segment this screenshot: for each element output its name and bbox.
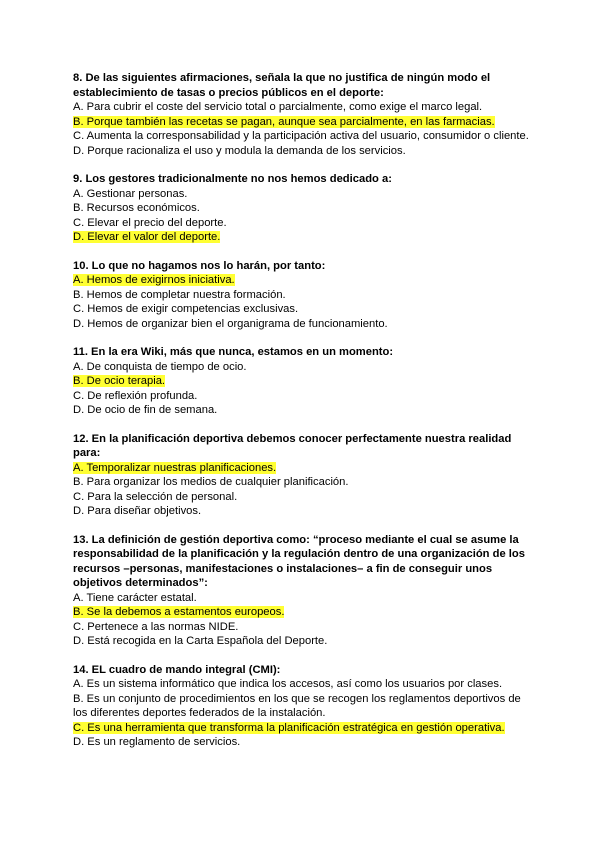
- answer-text: C. Pertenece a las normas NIDE.: [73, 620, 239, 633]
- question-block: [73, 432, 533, 519]
- highlighted-answer-text: B. De ocio terapia.: [73, 375, 166, 387]
- answer-text: D. Es un reglamento de servicios.: [73, 736, 241, 748]
- question-block: [73, 533, 533, 649]
- answer-text: D. De ocio de fin de semana.: [73, 404, 218, 416]
- answer-text: C. Hemos de exigir competencias exclusivas.: [73, 303, 299, 315]
- answer-text: A. Para cubrir el coste del servicio total o parcialmente, como exige el marco legal.: [73, 101, 483, 113]
- question-block: [73, 663, 533, 750]
- question-title: 11. En la era Wiki, más que nunca, estamos en un momento:: [73, 346, 394, 358]
- answer-option: [73, 100, 533, 115]
- answer-text: C. Elevar el precio del deporte.: [73, 216, 227, 229]
- answer-option: [73, 490, 533, 505]
- answer-option: [73, 504, 533, 519]
- question-block: [73, 345, 533, 418]
- answer-option: [73, 692, 533, 721]
- answer-option: [73, 677, 533, 692]
- answer-option: [73, 187, 533, 202]
- answer-text: B. Para organizar los medios de cualquier planificación.: [73, 476, 349, 488]
- answer-option: [73, 317, 533, 332]
- answer-option: [73, 620, 533, 635]
- highlighted-answer-text: C. Es una herramienta que transforma la planificación estratégica en gestión operativa.: [73, 721, 505, 734]
- answer-option: [73, 721, 533, 736]
- answer-option: [73, 273, 533, 288]
- answer-text: A. Gestionar personas.: [73, 187, 188, 200]
- question-title: 10. Lo que no hagamos nos lo harán, por tanto:: [73, 259, 326, 272]
- answer-text: C. Para la selección de personal.: [73, 490, 238, 503]
- question-block: [73, 172, 533, 245]
- answer-option: [73, 591, 533, 606]
- question-title: 8. De las siguientes afirmaciones, señala la que no justifica de ningún modo el establecimiento de tasas o precios públicos en el deporte:: [73, 72, 491, 99]
- highlighted-answer-text: A. Hemos de exigirnos iniciativa.: [73, 274, 235, 286]
- answer-text: A. De conquista de tiempo de ocio.: [73, 360, 247, 373]
- answer-option: [73, 634, 533, 649]
- answer-option: [73, 288, 533, 303]
- answer-option: [73, 129, 533, 144]
- answer-text: A. Tiene carácter estatal.: [73, 591, 197, 604]
- answer-option: [73, 605, 533, 620]
- question-title: 14. EL cuadro de mando integral (CMI):: [73, 663, 281, 676]
- answer-option: [73, 115, 533, 130]
- answer-text: B. Recursos económicos.: [73, 202, 200, 214]
- highlighted-answer-text: D. Elevar el valor del deporte.: [73, 231, 221, 243]
- answer-text: D. Está recogida en la Carta Española del Deporte.: [73, 635, 328, 647]
- answer-text: A. Es un sistema informático que indica los accesos, así como los usuarios por clases.: [73, 678, 503, 690]
- answer-option: [73, 144, 533, 159]
- answer-option: [73, 216, 533, 231]
- question-title: 13. La definición de gestión deportiva como: “proceso mediante el cual se asume la responsabilidad de la planificación y la regulación dentro de una organización de los recursos –personas, manifestaciones o instalaciones– a fin de conseguir unos objetivos determinados”:: [73, 533, 525, 589]
- question-block: [73, 259, 533, 332]
- highlighted-answer-text: B. Porque también las recetas se pagan, aunque sea parcialmente, en las farmacias.: [73, 115, 495, 128]
- answer-option: [73, 735, 533, 750]
- answer-option: [73, 230, 533, 245]
- answer-option: [73, 403, 533, 418]
- document-page: [73, 71, 533, 764]
- answer-option: [73, 360, 533, 375]
- answer-option: [73, 302, 533, 317]
- question-block: [73, 71, 533, 158]
- answer-option: [73, 475, 533, 490]
- question-title: 9. Los gestores tradicionalmente no nos hemos dedicado a:: [73, 173, 392, 185]
- answer-text: D. Porque racionaliza el uso y modula la demanda de los servicios.: [73, 144, 406, 157]
- answer-option: [73, 201, 533, 216]
- answer-text: B. Hemos de completar nuestra formación.: [73, 288, 286, 301]
- answer-text: D. Hemos de organizar bien el organigrama de funcionamiento.: [73, 317, 388, 330]
- answer-option: [73, 374, 533, 389]
- answer-option: [73, 389, 533, 404]
- answer-option: [73, 461, 533, 476]
- highlighted-answer-text: A. Temporalizar nuestras planificaciones.: [73, 461, 277, 474]
- answer-text: C. Aumenta la corresponsabilidad y la participación activa del usuario, consumidor o cliente.: [73, 130, 529, 142]
- highlighted-answer-text: B. Se la debemos a estamentos europeos.: [73, 606, 285, 618]
- answer-text: C. De reflexión profunda.: [73, 389, 198, 402]
- answer-text: B. Es un conjunto de procedimientos en los que se recogen los reglamentos deportivos de los diferentes deportes federados de la instalación.: [73, 692, 521, 719]
- answer-text: D. Para diseñar objetivos.: [73, 505, 202, 517]
- question-title: 12. En la planificación deportiva debemos conocer perfectamente nuestra realidad para:: [73, 432, 512, 459]
